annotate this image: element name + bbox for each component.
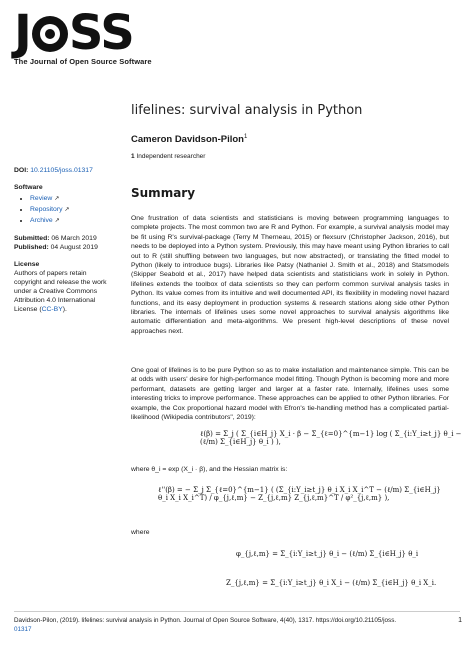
dates-block	[14, 234, 114, 252]
citation-text: Davidson-Pilon, (2019). lifelines: survival analysis in Python. Journal of Open Source Software, 4(40), 1317. https://doi.org/10.21105/joss.	[14, 617, 397, 624]
footer-citation	[14, 616, 462, 634]
author-affil-mark: 1	[243, 134, 248, 140]
author-name	[131, 134, 247, 145]
affiliation	[131, 153, 205, 160]
paragraph-performance: One goal of lifelines is to be pure Python so as to make installation and maintenance simple. This can be at odds with users' desire for high-performance model fitting. Though Python is becoming more and more performant, datasets are getting larger and larger at a faster rate. Internally, lifelines uses some interesting tricks to improve performance. These approaches can be applied to other Python libraries. For example, the Cox proportional hazard model with Efron's tie-handling method has a complicated partial-likelihood (Wikipedia contributors", 2019):	[131, 367, 449, 422]
citation-doi-link[interactable]: 01317	[14, 626, 32, 633]
sidebar	[14, 166, 114, 322]
equation-hessian: ℓ''(β) = − Σ_j Σ_{ℓ=0}^{m−1} ( (Σ_{i:Y_i≥t_j} θ_i X_i X_i^T − (ℓ/m) Σ_{i∈H_j} θ_i X_i X_i^T) / φ_{j,ℓ,m} − Z_{j,ℓ,m} Z_{j,ℓ,m}^T / φ²_{j,ℓ,m} ),	[158, 486, 441, 502]
affiliation-text: Independent researcher	[136, 153, 206, 160]
doi-label: DOI:	[14, 167, 29, 174]
list-item	[30, 194, 114, 204]
text-where-theta: where θ_i = exp (X_i · β), and the Hessian matrix is:	[131, 466, 288, 473]
joss-logo	[14, 5, 234, 66]
paper-title: lifelines: survival analysis in Python	[131, 103, 363, 118]
license-text	[14, 269, 114, 314]
license-end: ).	[62, 306, 67, 313]
submitted-line	[14, 234, 114, 243]
author-text: Cameron Davidson-Pilon	[131, 134, 244, 146]
software-block	[14, 183, 114, 226]
external-link-icon: ↗	[64, 207, 70, 213]
equation-z: Z_{j,ℓ,m} = Σ_{i:Y_i≥t_j} θ_i X_i − (ℓ/m) Σ_{i∈H_j} θ_i X_i.	[226, 579, 437, 587]
submitted-date: 06 March 2019	[51, 235, 97, 242]
footer-divider	[14, 611, 460, 612]
page-number: 1	[458, 617, 462, 624]
logo-o-glyph	[32, 16, 68, 52]
logo-letters-right: SS	[68, 5, 134, 61]
published-label: Published:	[14, 244, 49, 251]
published-date: 04 August 2019	[50, 244, 98, 251]
text-where: where	[131, 529, 150, 536]
logo-letters-left: J	[14, 5, 31, 61]
journal-name: The Journal of Open Source Software	[14, 57, 152, 66]
published-line	[14, 243, 114, 252]
affiliation-number: 1	[131, 153, 135, 160]
license-block	[14, 260, 114, 314]
joss-wordmark	[14, 5, 234, 61]
section-heading-summary: Summary	[131, 186, 196, 200]
list-item	[30, 205, 114, 215]
list-item	[30, 216, 114, 226]
license-body: Authors of papers retain copyright and release the work under a Creative Commons Attribution 4.0 International License (	[14, 270, 107, 313]
doi-link[interactable]: 10.21105/joss.01317	[30, 167, 93, 174]
software-heading: Software	[14, 184, 43, 191]
archive-link[interactable]: Archive	[30, 217, 53, 224]
review-link[interactable]: Review	[30, 195, 53, 202]
external-link-icon: ↗	[54, 218, 60, 224]
external-link-icon: ↗	[54, 196, 60, 202]
repository-link[interactable]: Repository	[30, 206, 63, 213]
cc-by-link[interactable]: CC-BY	[41, 306, 63, 313]
software-links	[14, 194, 114, 226]
equation-phi: φ_{j,ℓ,m} = Σ_{i:Y_i≥t_j} θ_i − (ℓ/m) Σ_{i∈H_j} θ_i	[236, 550, 419, 558]
paragraph-intro: One frustration of data scientists and statisticians is moving between programming languages to complete projects. The most common two are R and Python. For example, a survival analysis model may be fit using R's survival-package (Terry M Therneau, 2015) or flexsurv (Christopher Jackson, 2016), but needs to be deployed into a Python system. Previously, this may have meant using Python libraries to call out to R (still shuffling between two languages, but now abstracted), or translating the fitted model to Python (likely to introduce bugs). Libraries like Patsy (Nathaniel J. Smith et al., 2018) and Statsmodels (Skipper Seabold et al., 2017) have helped data scientists and statisticians work in solely in Python. lifelines extends the toolbox of data scientists so they can perform common survival analysis tasks in Python. Its value comes from its intuitive and well documented API, its flexibility in modeling novel hazard functions, and its easy deployment in production systems & research stations along side other Python libraries. The internals of lifelines uses some novel approaches to survival analysis algorithms like automatic differentiation and meta-algorithms. We present high-level descriptions of these novel approaches next.	[131, 215, 449, 335]
equation-partial-likelihood: ℓ(β) = Σ_j ( Σ_{i∈H_j} X_i · β − Σ_{ℓ=0}^{m−1} log ( Σ_{i:Y_i≥t_j} θ_i − (ℓ/m) Σ_{i∈H_j} θ_i ) ),	[200, 430, 462, 446]
license-heading: License	[14, 261, 40, 268]
doi-block	[14, 166, 114, 175]
submitted-label: Submitted:	[14, 235, 50, 242]
